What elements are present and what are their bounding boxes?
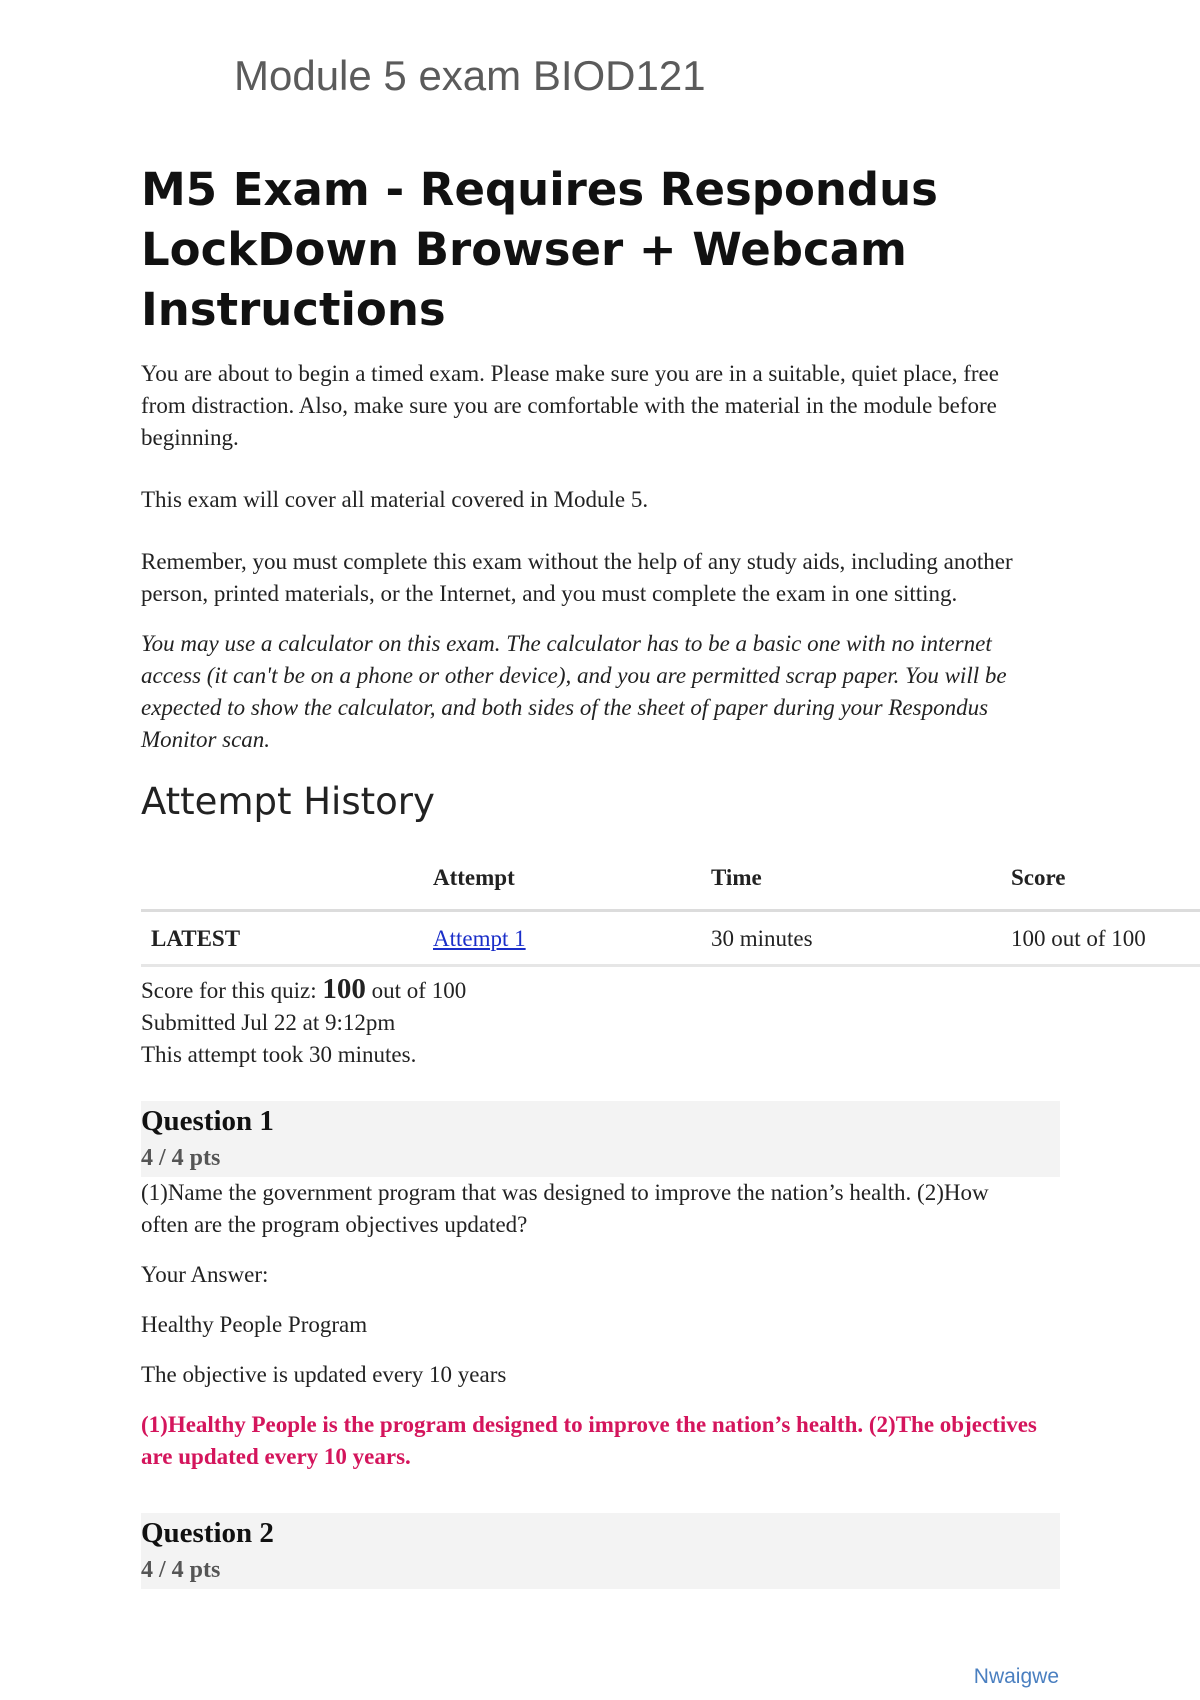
your-answer-label: Your Answer:	[141, 1262, 269, 1287]
exam-title: M5 Exam - Requires Respondus LockDown Browser + Webcam Instructions	[141, 163, 938, 336]
footer-author-name: Nwaigwe	[973, 1665, 1059, 1688]
table-header-row	[141, 861, 1200, 911]
document-header: Module 5 exam BIOD121	[234, 52, 706, 99]
question-1-feedback: (1)Healthy People is the program designed to improve the nation’s health. (2)The objectives are updated every 10 years.	[141, 1412, 1037, 1469]
question-1-title: Question 1	[141, 1105, 274, 1137]
quiz-score-suffix: out of 100	[365, 978, 467, 1003]
table-row	[141, 911, 1200, 966]
attempt-cell	[423, 911, 701, 966]
latest-label: LATEST	[141, 911, 423, 966]
duration-line: This attempt took 30 minutes.	[141, 1042, 417, 1067]
coverage-paragraph: This exam will cover all material covered in Module 5.	[141, 487, 649, 512]
intro-paragraph: You are about to begin a timed exam. Please make sure you are in a suitable, quiet place, free from distraction. Also, make sure you are comfortable with the material in the module before beginning.	[141, 361, 999, 450]
column-header-label	[141, 861, 423, 911]
rules-paragraph: Remember, you must complete this exam without the help of any study aids, including another person, printed materials, or the Internet, and you must complete the exam in one sitting.	[141, 549, 1013, 606]
question-2-points: 4 / 4 pts	[141, 1557, 221, 1583]
attempt-history-table	[141, 861, 1200, 967]
answer-line-2: The objective is updated every 10 years	[141, 1362, 507, 1387]
column-header-score: Score	[1001, 861, 1200, 911]
column-header-time: Time	[701, 861, 1001, 911]
time-cell: 30 minutes	[701, 911, 1001, 966]
main-content	[141, 160, 1200, 1589]
submitted-line: Submitted Jul 22 at 9:12pm	[141, 1010, 396, 1035]
attempt-history-heading: Attempt History	[141, 780, 435, 823]
question-2-header	[141, 1513, 1060, 1589]
calculator-note: You may use a calculator on this exam. The calculator has to be a basic one with no internet access (it can't be on a phone or other device), and you are permitted scrap paper. You will be expected to show the calculator, and both sides of the sheet of paper during your Respondus Monitor scan.	[141, 631, 1007, 752]
question-1-text: (1)Name the government program that was designed to improve the nation’s health. (2)How often are the program objectives updated?	[141, 1180, 989, 1237]
question-2-title: Question 2	[141, 1517, 274, 1549]
attempt-1-link[interactable]: Attempt 1	[433, 926, 526, 951]
answer-line-1: Healthy People Program	[141, 1312, 368, 1337]
column-header-attempt: Attempt	[423, 861, 701, 911]
quiz-score-line	[141, 973, 1200, 1007]
score-summary	[141, 973, 1200, 1071]
score-cell: 100 out of 100	[1001, 911, 1200, 966]
quiz-score-value: 100	[322, 973, 366, 1005]
question-1-points: 4 / 4 pts	[141, 1145, 221, 1171]
question-1-header	[141, 1101, 1060, 1177]
quiz-score-prefix: Score for this quiz:	[141, 978, 323, 1003]
